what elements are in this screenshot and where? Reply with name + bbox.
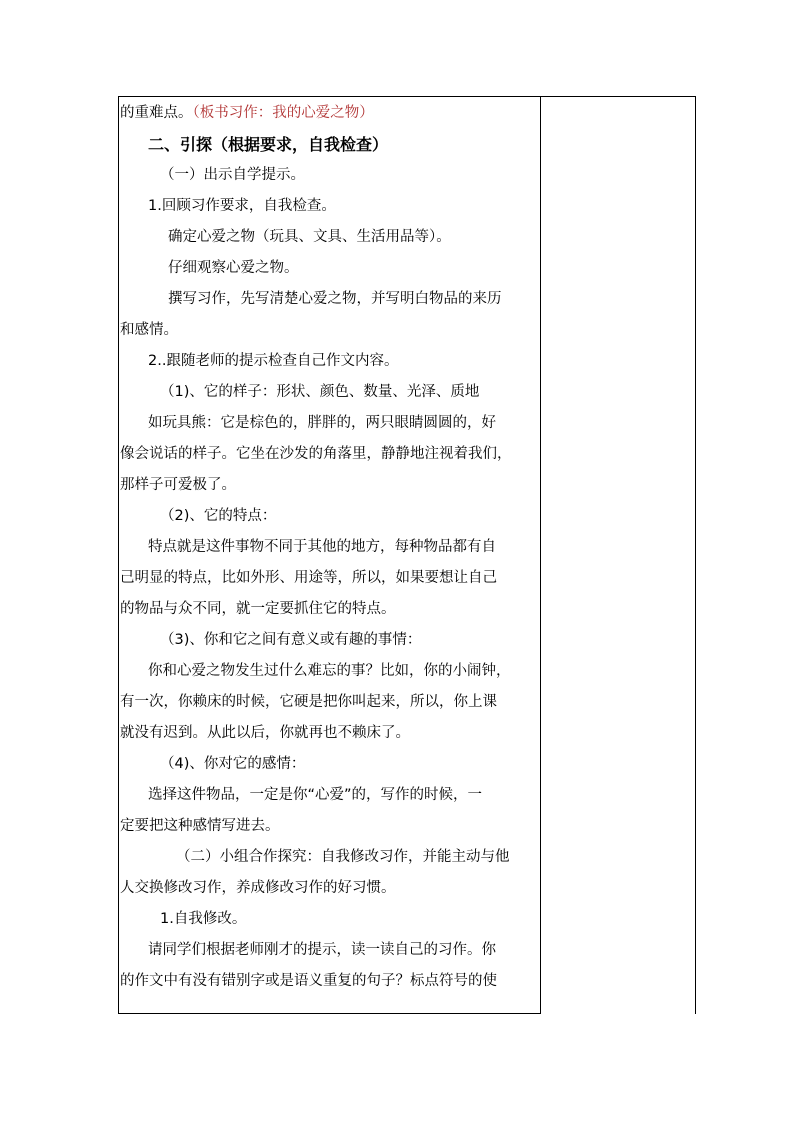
text-line: （2)、它的特点： [160, 508, 277, 524]
text-line: 的物品与众不同，就一定要抓住它的特点。 [120, 601, 396, 617]
text-line [120, 98, 540, 129]
subsection-heading: （二）小组合作探究：自我修改习作，并能主动与他 [176, 849, 510, 865]
text-line: 那样子可爱极了。 [120, 477, 236, 493]
text-line: 和感情。 [120, 322, 178, 338]
text-line: 2..跟随老师的提示检查自己作文内容。 [148, 353, 399, 369]
text-line: 像会说话的样子。它坐在沙发的角落里，静静地注视着我们， [120, 446, 512, 462]
subsection-heading: （一）出示自学提示。 [160, 167, 305, 183]
text-line: 撰写习作，先写清楚心爱之物，并写明白物品的来历 [168, 291, 502, 307]
text-line: 己明显的特点，比如外形、用途等，所以，如果要想让自己 [120, 570, 497, 586]
text-line: 就没有迟到。从此以后，你就再也不赖床了。 [120, 725, 410, 741]
text-line: （3)、你和它之间有意义或有趣的事情： [160, 632, 422, 648]
text-line: 有一次，你赖床的时候，它硬是把你叫起来，所以，你上课 [120, 694, 497, 710]
text-line: 定要把这种感情写进去。 [120, 818, 280, 834]
table-left-border [118, 96, 119, 1014]
text-span: 的重难点。 [120, 105, 193, 121]
text-line: 如玩具熊：它是棕色的，胖胖的，两只眼睛圆圆的，好 [148, 415, 496, 431]
table-bottom-border [118, 1013, 541, 1014]
text-line: 的作文中有没有错别字或是语义重复的句子？标点符号的使 [120, 973, 497, 989]
lesson-text-cell [120, 98, 540, 997]
text-line: 仔细观察心爱之物。 [168, 260, 299, 276]
text-line: 选择这件物品，一定是你“心爱”的，写作的时候，一 [148, 787, 483, 803]
text-line: 1.回顾习作要求，自我检查。 [148, 198, 336, 214]
table-column-divider [540, 96, 541, 1014]
text-line: 确定心爱之物（玩具、文具、生活用品等）。 [168, 229, 451, 245]
text-line: 人交换修改习作，养成修改习作的好习惯。 [120, 880, 396, 896]
text-line: 请同学们根据老师刚才的提示，读一读自己的习作。你 [148, 942, 496, 958]
text-line: （1)、它的样子：形状、颜色、数量、光泽、质地 [160, 384, 480, 400]
text-line: 1.自我修改。 [160, 911, 247, 927]
board-writing-note: （板书习作：我的心爱之物） [192, 105, 374, 121]
text-line: 你和心爱之物发生过什么难忘的事？比如，你的小闹钟， [148, 663, 511, 679]
text-line: （4)、你对它的感情： [160, 756, 306, 772]
text-line: 特点就是这件事物不同于其他的地方，每种物品都有自 [148, 539, 496, 555]
table-right-border [695, 96, 696, 1014]
section-heading: 二、引探（根据要求，自我检查） [148, 135, 389, 154]
table-top-border [118, 96, 696, 97]
